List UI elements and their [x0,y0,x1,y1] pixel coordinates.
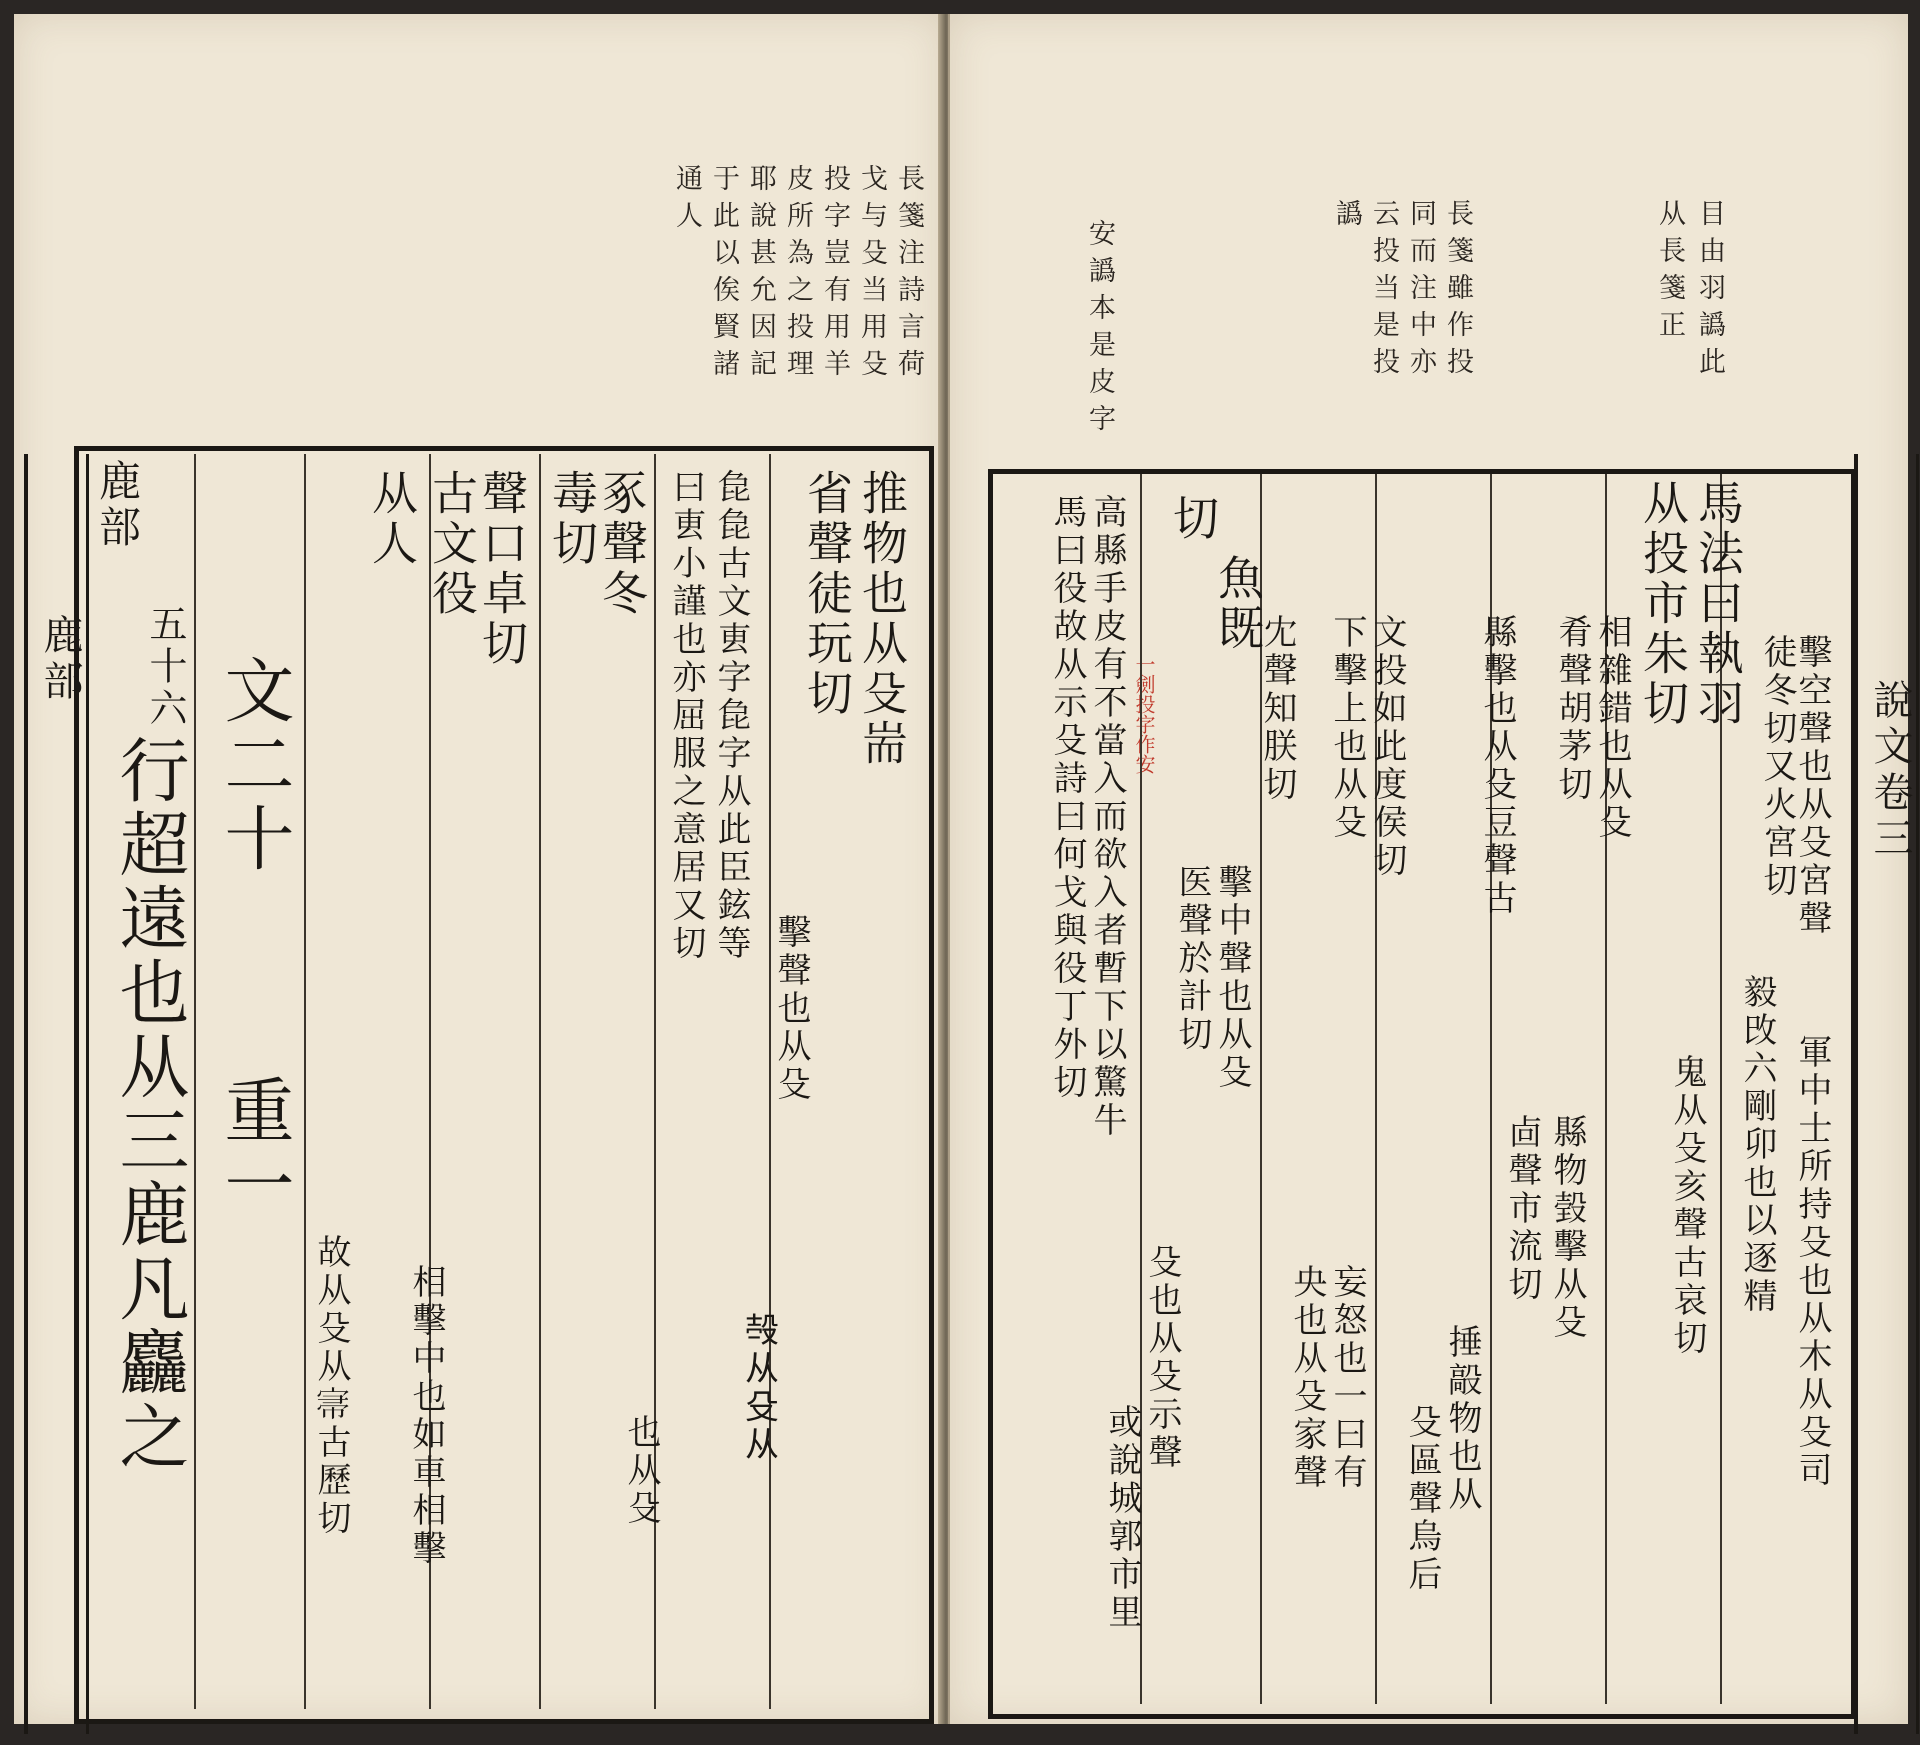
note-col: 皮所為之投理 [782,164,813,386]
note-col: 从長箋正 [1654,199,1685,347]
text-column: 擊空聲也从殳宮聲 [1792,634,1832,938]
text-column: 毅攺六剛卯也以逐精 [1737,974,1777,1316]
seal-gloss: 也从殳 [621,1414,661,1528]
count-chong: 重一 [213,1074,295,1222]
text-column: 軍中士所持殳也从木从殳司 [1792,1034,1832,1490]
section-number: 五十六 [143,604,187,730]
text-column: 殳區聲烏后 [1402,1404,1442,1594]
text-column: 㲋㲋古文叀字㲋字从此臣鉉等 [711,469,751,963]
text-column: 縣物㲄擊从殳 [1547,1114,1587,1342]
text-column: 縣擊也从殳豆聲古 [1477,614,1517,918]
text-column: 馬曰役故从示殳詩曰何戈與役丁外切 [1047,494,1087,1102]
right-page [948,14,1913,1724]
section-title: 鹿部 [93,459,142,551]
text-column: 省聲徒玩切 [800,469,854,719]
note-col: 投字豈有用羊 [819,164,850,386]
column-rule [539,454,541,1709]
note-col: 于此以俟賢諸 [708,164,739,386]
big-heading: 行超遠也从三鹿凡麤之 [108,734,190,1474]
note-col: 云投当是投 [1368,199,1399,384]
seal-gloss: 𣪊从殳从 [741,1314,781,1466]
text-column: 切 [1166,494,1220,544]
text-column: 豖聲冬 [595,469,649,619]
text-column: 毒切 [545,469,599,569]
note-col: 目由羽譌此 [1694,199,1725,384]
text-column: 或說城郭市里 [1102,1404,1142,1632]
text-column: 曰叀小謹也亦屈服之意居又切 [666,469,706,963]
text-column: 推物也从殳耑 [855,469,909,769]
text-column: 央也从殳家聲 [1287,1264,1327,1492]
fanxin-title: 鹿部 [37,614,83,706]
text-column: 擊中聲也从殳 [1212,864,1252,1092]
column-rule [304,454,306,1709]
fanxin-title: 說文卷三 [1867,679,1913,863]
text-column: 医聲於計切 [1172,864,1212,1054]
text-column: 徒冬切又火宮切 [1757,634,1797,900]
text-column: 妄怒也一曰有 [1327,1264,1367,1492]
note-col: 長箋雖作投 [1442,199,1473,384]
text-column: 相雜錯也从殳 [1592,614,1632,842]
note-col: 耶說甚允因記 [745,164,776,386]
note-col: 戈与殳当用殳 [856,164,887,386]
text-column: 文投如此度侯切 [1367,614,1407,880]
left-page [14,14,946,1724]
text-column: 魚既 [1211,554,1265,654]
red-annotation: 一劍投字作安 [1132,654,1156,774]
count-wen: 文二十 [213,654,295,876]
note-col: 同而注中亦 [1405,199,1436,384]
seal-gloss: 相擊中也如車相擊 [406,1264,446,1568]
column-rule [194,454,196,1709]
text-column: 㔽聲市流切 [1502,1114,1542,1304]
text-column: 高縣手皮有不當入而欲入者暫下以驚牛 [1087,494,1127,1140]
text-column: 聲口卓切 [475,469,529,669]
text-column: 从人 [365,469,419,569]
text-column: 殳也从殳示聲 [1142,1244,1182,1472]
text-column: 冘聲知朕切 [1257,614,1297,804]
note-col: 通人 [671,164,702,238]
text-column: 肴聲胡茅切 [1552,614,1592,804]
text-column: 捶毃物也从 [1442,1324,1482,1514]
note-col: 安譌本是皮字 [1084,219,1115,441]
text-column: 鬼从殳亥聲古哀切 [1667,1054,1707,1358]
text-column: 馬法曰執羽 [1691,479,1745,729]
seal-gloss: 故从殳从𡨦古歷切 [311,1234,351,1538]
note-col: 譌 [1331,199,1362,236]
seal-gloss: 擊聲也从殳 [771,914,811,1104]
fanxin-strip [1854,454,1919,1734]
text-column: 下擊上也从殳 [1327,614,1367,842]
text-column: 古文役 [425,469,479,619]
text-column: 从投市朱切 [1636,479,1690,729]
note-col: 長箋注詩言荷 [893,164,924,386]
